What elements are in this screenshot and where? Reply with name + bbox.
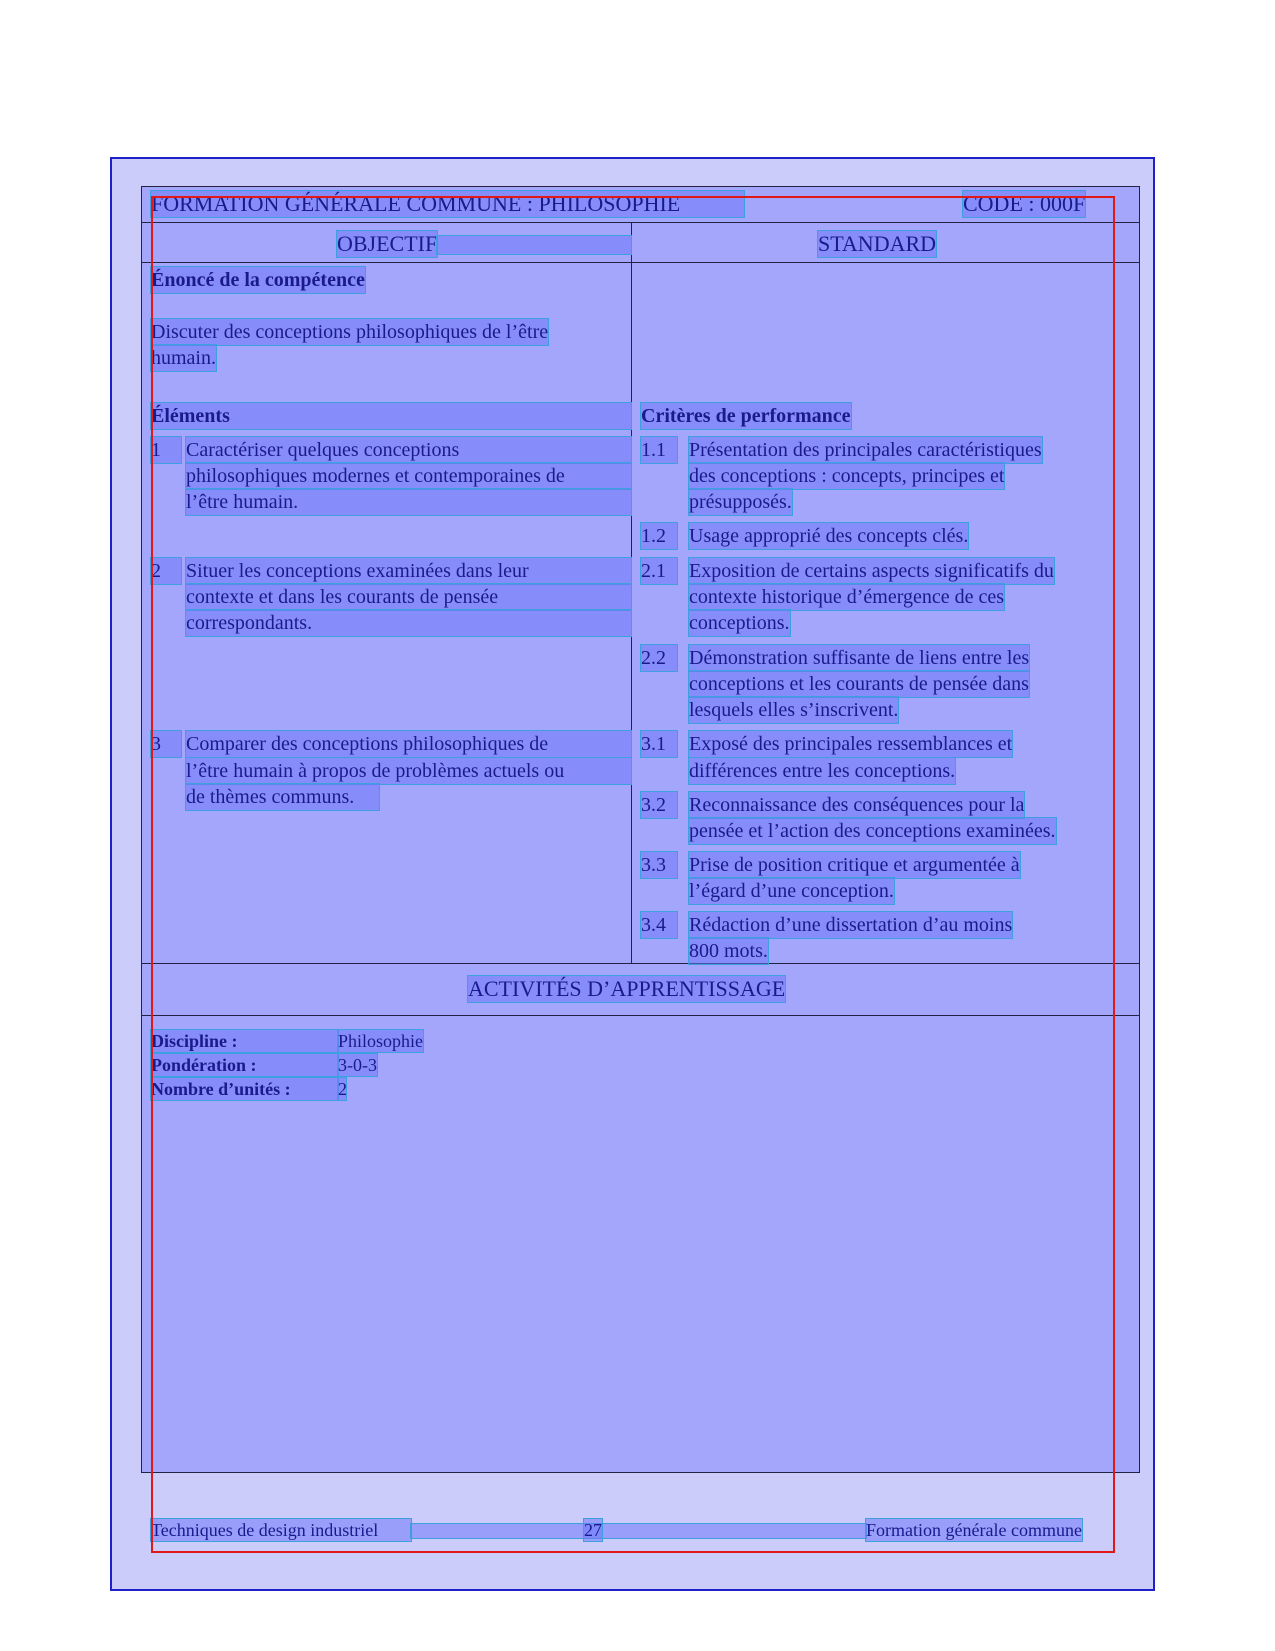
- element-line: correspondants.: [186, 610, 631, 636]
- field-label: Pondération :: [151, 1054, 338, 1076]
- footer-left: Techniques de design industriel: [151, 1519, 411, 1541]
- rule-activities-bottom: [141, 1015, 1140, 1016]
- competence-line: humain.: [151, 347, 216, 369]
- rule-columns: [141, 262, 1140, 263]
- field-value: 3-0-3: [338, 1055, 377, 1075]
- criterion-number: 2.2: [641, 645, 677, 671]
- criterion-line: Présentation des principales caractéristiques: [689, 439, 1042, 461]
- element-line: philosophiques modernes et contemporaines de: [186, 463, 631, 489]
- criterion-line: conceptions.: [689, 612, 790, 634]
- criterion-number: 1.2: [641, 523, 677, 549]
- element-line: Situer les conceptions examinées dans leur: [186, 558, 631, 584]
- element-number: 1: [151, 437, 181, 463]
- element-line: contexte et dans les courants de pensée: [186, 584, 631, 610]
- criterion-number: 3.1: [641, 731, 677, 757]
- element-line: de thèmes communs.: [186, 784, 379, 810]
- criterion-line: des conceptions : concepts, principes et: [689, 465, 1005, 487]
- column-objectif: OBJECTIF: [337, 231, 438, 256]
- footer-band: [411, 1524, 866, 1538]
- elements-heading: Éléments: [151, 403, 631, 429]
- criterion-line: Exposé des principales ressemblances et: [689, 733, 1013, 755]
- element-number: 2: [151, 558, 181, 584]
- criterion-number: 3.4: [641, 912, 677, 938]
- element-line: l’être humain à propos de problèmes actuels ou: [186, 758, 631, 784]
- criterion-number: 1.1: [641, 437, 677, 463]
- element-number: 3: [151, 731, 181, 757]
- criterion-number: 2.1: [641, 558, 677, 584]
- competence-heading: Énoncé de la compétence: [151, 269, 365, 291]
- criterion-number: 3.2: [641, 792, 677, 818]
- activities-heading: ACTIVITÉS D’APPRENTISSAGE: [468, 976, 786, 1001]
- criterion-line: Rédaction d’une dissertation d’au moins: [689, 914, 1013, 936]
- criterion-line: Exposition de certains aspects significatifs du: [689, 560, 1054, 582]
- column-divider: [631, 222, 632, 963]
- criterion-line: 800 mots.: [689, 940, 768, 962]
- form-code: CODE : 000F: [963, 191, 1086, 216]
- criteria-heading: Critères de performance: [641, 405, 851, 427]
- criterion-line: différences entre les conceptions.: [689, 760, 956, 782]
- element-line: Comparer des conceptions philosophiques de: [186, 731, 631, 757]
- element-line: l’être humain.: [186, 489, 631, 515]
- criterion-number: 3.3: [641, 852, 677, 878]
- criterion-line: Prise de position critique et argumentée à: [689, 854, 1020, 876]
- criterion-line: Démonstration suffisante de liens entre les: [689, 647, 1030, 669]
- column-standard: STANDARD: [818, 231, 937, 256]
- field-label: Discipline :: [151, 1030, 338, 1052]
- footer-right: Formation générale commune: [866, 1520, 1082, 1540]
- field-value: Philosophie: [338, 1031, 424, 1051]
- criterion-line: l’égard d’une conception.: [689, 880, 894, 902]
- footer-page-number: 27: [584, 1520, 602, 1540]
- competence-line: Discuter des conceptions philosophiques de l’être: [151, 321, 549, 343]
- criterion-line: pensée et l’action des conceptions examinées.: [689, 820, 1056, 842]
- element-line: Caractériser quelques conceptions: [186, 437, 631, 463]
- rule-header: [141, 222, 1140, 223]
- criterion-line: Reconnaissance des conséquences pour la: [689, 794, 1025, 816]
- criterion-line: présupposés.: [689, 491, 792, 513]
- criterion-line: conceptions et les courants de pensée dans: [689, 673, 1029, 695]
- field-value: 2: [338, 1079, 347, 1099]
- form-title: FORMATION GÉNÉRALE COMMUNE : PHILOSOPHIE: [151, 191, 744, 217]
- criterion-line: lesquels elles s’inscrivent.: [689, 699, 899, 721]
- field-label: Nombre d’unités :: [151, 1078, 338, 1100]
- column-gap-band: [437, 236, 631, 254]
- rule-activities-top: [141, 963, 1140, 964]
- criterion-line: Usage approprié des concepts clés.: [689, 525, 969, 547]
- criterion-line: contexte historique d’émergence de ces: [689, 586, 1005, 608]
